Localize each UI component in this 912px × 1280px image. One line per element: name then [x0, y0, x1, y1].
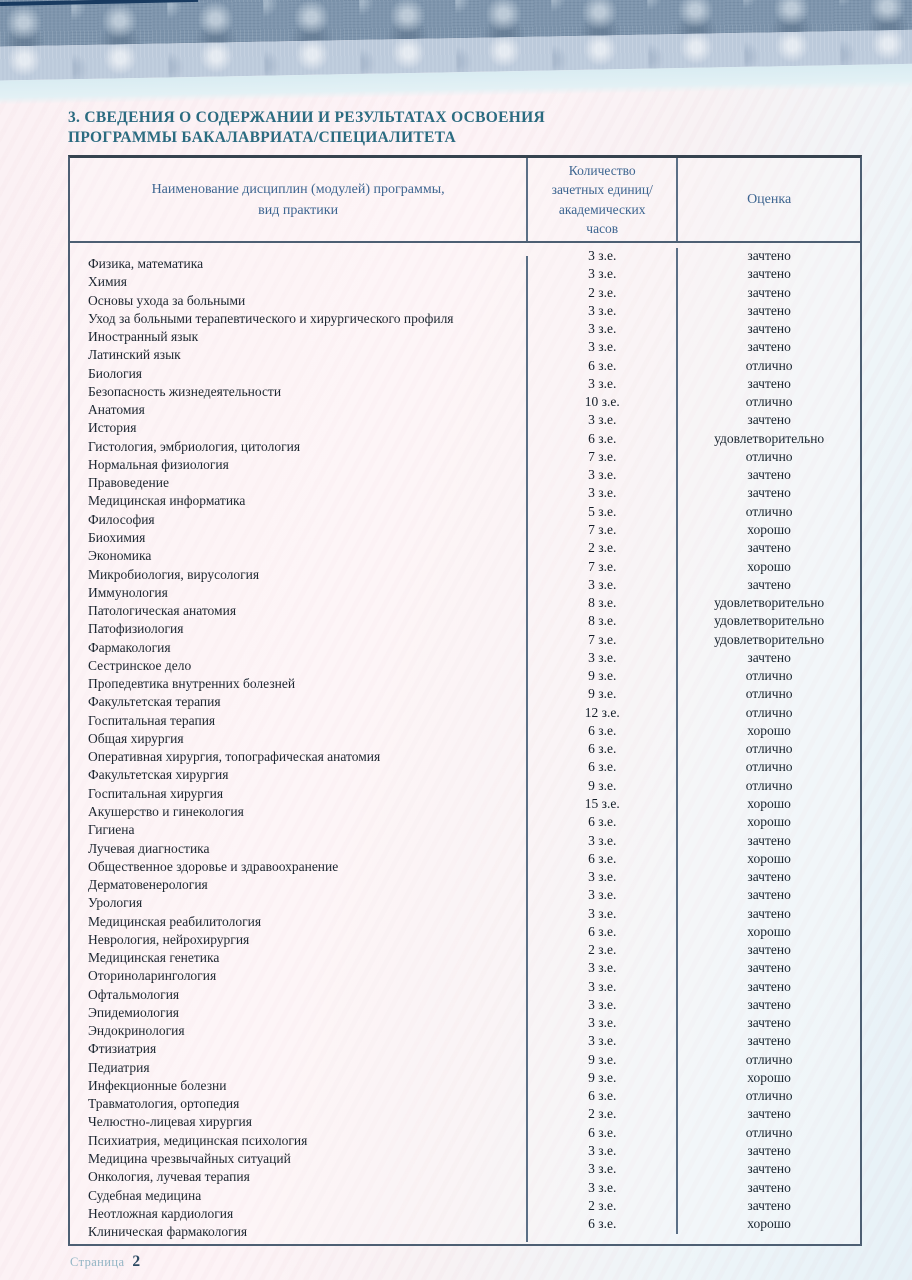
credits-value: 7 з.е.: [528, 522, 678, 540]
discipline-name: Основы ухода за больными: [70, 293, 528, 311]
grade-value: зачтено: [747, 266, 791, 282]
grade-value: зачтено: [747, 284, 791, 300]
grade-value: зачтено: [747, 321, 791, 337]
grade-value: зачтено: [747, 375, 791, 391]
grade-value: зачтено: [747, 485, 791, 501]
discipline-name: Латинский язык: [70, 347, 528, 365]
grade-value: отлично: [745, 448, 793, 464]
credits-value: 9 з.е.: [528, 778, 678, 796]
grade-value: зачтено: [747, 649, 791, 665]
credits-value: 6 з.е.: [528, 431, 678, 449]
discipline-name: Правоведение: [70, 475, 528, 493]
grade-value: хорошо: [747, 850, 791, 866]
discipline-name: Иммунология: [70, 585, 528, 603]
discipline-name: Эпидемиология: [70, 1005, 528, 1023]
credits-value: 3 з.е.: [528, 960, 678, 978]
grade-value: зачтено: [747, 1143, 791, 1159]
discipline-name: Клиническая фармакология: [70, 1224, 528, 1242]
grade-value: отлично: [745, 1051, 793, 1067]
grade-value: зачтено: [747, 832, 791, 848]
credits-value: 3 з.е.: [528, 997, 678, 1015]
grade-value: зачтено: [747, 942, 791, 958]
credits-value: 6 з.е.: [528, 741, 678, 759]
credits-value: 8 з.е.: [528, 613, 678, 631]
credits-value: 10 з.е.: [528, 394, 678, 412]
discipline-name: Патофизиология: [70, 621, 528, 639]
grade-value: зачтено: [747, 576, 791, 592]
grade-value: зачтено: [747, 1179, 791, 1195]
discipline-name: Акушерство и гинекология: [70, 804, 528, 822]
credits-value: 3 з.е.: [528, 321, 678, 339]
grade-value: отлично: [745, 1088, 793, 1104]
discipline-name: Медицинская информатика: [70, 493, 528, 511]
grade-value: хорошо: [747, 795, 791, 811]
grade-value: хорошо: [747, 521, 791, 537]
header-credits-line4: часов: [586, 220, 619, 236]
discipline-name: Пропедевтика внутренних болезней: [70, 676, 528, 694]
grade-value: отлично: [745, 503, 793, 519]
table-body: [70, 243, 860, 1244]
discipline-name: Биохимия: [70, 530, 528, 548]
credits-value: 9 з.е.: [528, 668, 678, 686]
credits-value: 6 з.е.: [528, 759, 678, 777]
grade-value: зачтено: [747, 1106, 791, 1122]
discipline-name: Судебная медицина: [70, 1188, 528, 1206]
credits-value: 3 з.е.: [528, 577, 678, 595]
credits-value: 3 з.е.: [528, 248, 678, 266]
credits-value: 3 з.е.: [528, 485, 678, 503]
section-title: [68, 108, 545, 149]
discipline-name: Безопасность жизнедеятельности: [70, 384, 528, 402]
discipline-name: Госпитальная хирургия: [70, 786, 528, 804]
credits-value: 6 з.е.: [528, 1216, 678, 1234]
credits-value: 3 з.е.: [528, 1015, 678, 1033]
discipline-name: Дерматовенерология: [70, 877, 528, 895]
grade-value: отлично: [745, 777, 793, 793]
page-label: Страница: [70, 1255, 125, 1269]
credits-value: 15 з.е.: [528, 796, 678, 814]
header-discipline: [70, 158, 528, 241]
discipline-name: Нормальная физиология: [70, 457, 528, 475]
header-credits: [528, 158, 678, 241]
page-footer: [70, 1253, 140, 1271]
grade-value: зачтено: [747, 960, 791, 976]
discipline-name: Иностранный язык: [70, 329, 528, 347]
credits-value: 3 з.е.: [528, 979, 678, 997]
credits-value: 2 з.е.: [528, 1106, 678, 1124]
disciplines-table: [68, 155, 862, 1246]
grade-value: зачтено: [747, 887, 791, 903]
credits-value: 6 з.е.: [528, 1125, 678, 1143]
grade-value: отлично: [745, 704, 793, 720]
discipline-name: Онкология, лучевая терапия: [70, 1169, 528, 1187]
grade-value: хорошо: [747, 722, 791, 738]
credits-value: 3 з.е.: [528, 412, 678, 430]
discipline-name: Неврология, нейрохирургия: [70, 932, 528, 950]
credits-value: 2 з.е.: [528, 1198, 678, 1216]
grade-value: зачтено: [747, 1197, 791, 1213]
section-title-line1: 3. СВЕДЕНИЯ О СОДЕРЖАНИИ И РЕЗУЛЬТАТАХ ОСВОЕНИЯ: [68, 109, 545, 126]
grade-value: зачтено: [747, 412, 791, 428]
grade-value: отлично: [745, 1124, 793, 1140]
guilloche-band: [0, 0, 912, 109]
discipline-name: Офтальмология: [70, 987, 528, 1005]
grade-value: зачтено: [747, 1161, 791, 1177]
discipline-name: Гистология, эмбриология, цитология: [70, 439, 528, 457]
credits-value: 3 з.е.: [528, 906, 678, 924]
discipline-name: Медицинская генетика: [70, 950, 528, 968]
credits-value: 3 з.е.: [528, 376, 678, 394]
grade-value: зачтено: [747, 467, 791, 483]
credits-value: 3 з.е.: [528, 266, 678, 284]
grade-value: зачтено: [747, 302, 791, 318]
discipline-name: Неотложная кардиология: [70, 1206, 528, 1224]
grade-value: удовлетворительно: [714, 631, 825, 647]
credits-value: 9 з.е.: [528, 686, 678, 704]
grade-value: зачтено: [747, 248, 791, 263]
grade-value: хорошо: [747, 1216, 791, 1232]
discipline-name: Оториноларингология: [70, 968, 528, 986]
discipline-name: Лучевая диагностика: [70, 841, 528, 859]
grade-value: отлично: [745, 394, 793, 410]
discipline-name: Инфекционные болезни: [70, 1078, 528, 1096]
discipline-name: Факультетская терапия: [70, 694, 528, 712]
grade-value: зачтено: [747, 978, 791, 994]
header-discipline-line2: вид практики: [258, 202, 339, 218]
discipline-name: Физика, математика: [70, 256, 528, 274]
credits-value: 3 з.е.: [528, 833, 678, 851]
credits-value: 7 з.е.: [528, 559, 678, 577]
header-grade: Оценка: [747, 191, 792, 207]
discipline-name: Фтизиатрия: [70, 1041, 528, 1059]
grade-value: зачтено: [747, 1015, 791, 1031]
discipline-name: Гигиена: [70, 822, 528, 840]
discipline-name: Урология: [70, 895, 528, 913]
discipline-name: Челюстно-лицевая хирургия: [70, 1114, 528, 1132]
credits-value: 3 з.е.: [528, 1143, 678, 1161]
discipline-name: Медицина чрезвычайных ситуаций: [70, 1151, 528, 1169]
credits-value: 6 з.е.: [528, 814, 678, 832]
discipline-name: Медицинская реабилитология: [70, 914, 528, 932]
credits-value: 6 з.е.: [528, 723, 678, 741]
table-row: [70, 1216, 860, 1242]
header-credits-line2: зачетных единиц/: [551, 182, 653, 198]
discipline-name: Анатомия: [70, 402, 528, 420]
grade-value: зачтено: [747, 905, 791, 921]
discipline-name: Общая хирургия: [70, 731, 528, 749]
discipline-name: Микробиология, вирусология: [70, 567, 528, 585]
grade-value: хорошо: [747, 1069, 791, 1085]
credits-value: 5 з.е.: [528, 504, 678, 522]
credits-value: 6 з.е.: [528, 358, 678, 376]
credits-value: 7 з.е.: [528, 632, 678, 650]
discipline-name: Педиатрия: [70, 1060, 528, 1078]
discipline-name: Эндокринология: [70, 1023, 528, 1041]
credits-value: 7 з.е.: [528, 449, 678, 467]
credits-value: 2 з.е.: [528, 942, 678, 960]
credits-value: 6 з.е.: [528, 924, 678, 942]
grade-value: отлично: [745, 357, 793, 373]
grade-value: хорошо: [747, 814, 791, 830]
credits-value: 2 з.е.: [528, 540, 678, 558]
credits-value: 6 з.е.: [528, 1088, 678, 1106]
credits-value: 6 з.е.: [528, 851, 678, 869]
credits-value: 3 з.е.: [528, 1033, 678, 1051]
grade-value: хорошо: [747, 558, 791, 574]
discipline-name: Биология: [70, 366, 528, 384]
grade-value: удовлетворительно: [714, 595, 825, 611]
discipline-name: Сестринское дело: [70, 658, 528, 676]
grade-value: удовлетворительно: [714, 613, 825, 629]
credits-value: 2 з.е.: [528, 285, 678, 303]
page-number: 2: [132, 1253, 141, 1270]
credits-value: 3 з.е.: [528, 887, 678, 905]
credits-value: 3 з.е.: [528, 869, 678, 887]
grade-value: отлично: [745, 668, 793, 684]
grade-value: зачтено: [747, 1033, 791, 1049]
discipline-name: Фармакология: [70, 640, 528, 658]
table-header-row: [70, 158, 860, 243]
discipline-name: Факультетская хирургия: [70, 767, 528, 785]
grade-value: зачтено: [747, 996, 791, 1012]
credits-value: 12 з.е.: [528, 705, 678, 723]
grade-value: зачтено: [747, 869, 791, 885]
credits-value: 3 з.е.: [528, 303, 678, 321]
header-discipline-line1: Наименование дисциплин (модулей) программы,: [151, 181, 445, 197]
grade-value: отлично: [745, 686, 793, 702]
credits-value: 3 з.е.: [528, 1180, 678, 1198]
discipline-name: Психиатрия, медицинская психология: [70, 1133, 528, 1151]
credits-value: 3 з.е.: [528, 467, 678, 485]
discipline-name: Патологическая анатомия: [70, 603, 528, 621]
discipline-name: Уход за больными терапевтического и хирургического профиля: [70, 311, 528, 329]
credits-value: 3 з.е.: [528, 339, 678, 357]
credits-value: 9 з.е.: [528, 1052, 678, 1070]
discipline-name: Экономика: [70, 548, 528, 566]
discipline-name: Оперативная хирургия, топографическая анатомия: [70, 749, 528, 767]
credits-value: 3 з.е.: [528, 1161, 678, 1179]
header-credits-line3: академических: [558, 201, 646, 217]
credits-value: 3 з.е.: [528, 650, 678, 668]
discipline-name: Госпитальная терапия: [70, 713, 528, 731]
credits-value: 9 з.е.: [528, 1070, 678, 1088]
grade-value: отлично: [745, 741, 793, 757]
discipline-name: Химия: [70, 274, 528, 292]
grade-value: хорошо: [747, 923, 791, 939]
section-title-line2: ПРОГРАММЫ БАКАЛАВРИАТА/СПЕЦИАЛИТЕТА: [68, 129, 456, 147]
discipline-name: Философия: [70, 512, 528, 530]
grade-value: зачтено: [747, 540, 791, 556]
grade-value: удовлетворительно: [714, 430, 825, 446]
discipline-name: Общественное здоровье и здравоохранение: [70, 859, 528, 877]
credits-value: 8 з.е.: [528, 595, 678, 613]
grade-value: отлично: [745, 759, 793, 775]
header-credits-line1: Количество: [568, 163, 636, 179]
discipline-name: Травматология, ортопедия: [70, 1096, 528, 1114]
discipline-name: История: [70, 420, 528, 438]
grade-value: зачтено: [747, 339, 791, 355]
